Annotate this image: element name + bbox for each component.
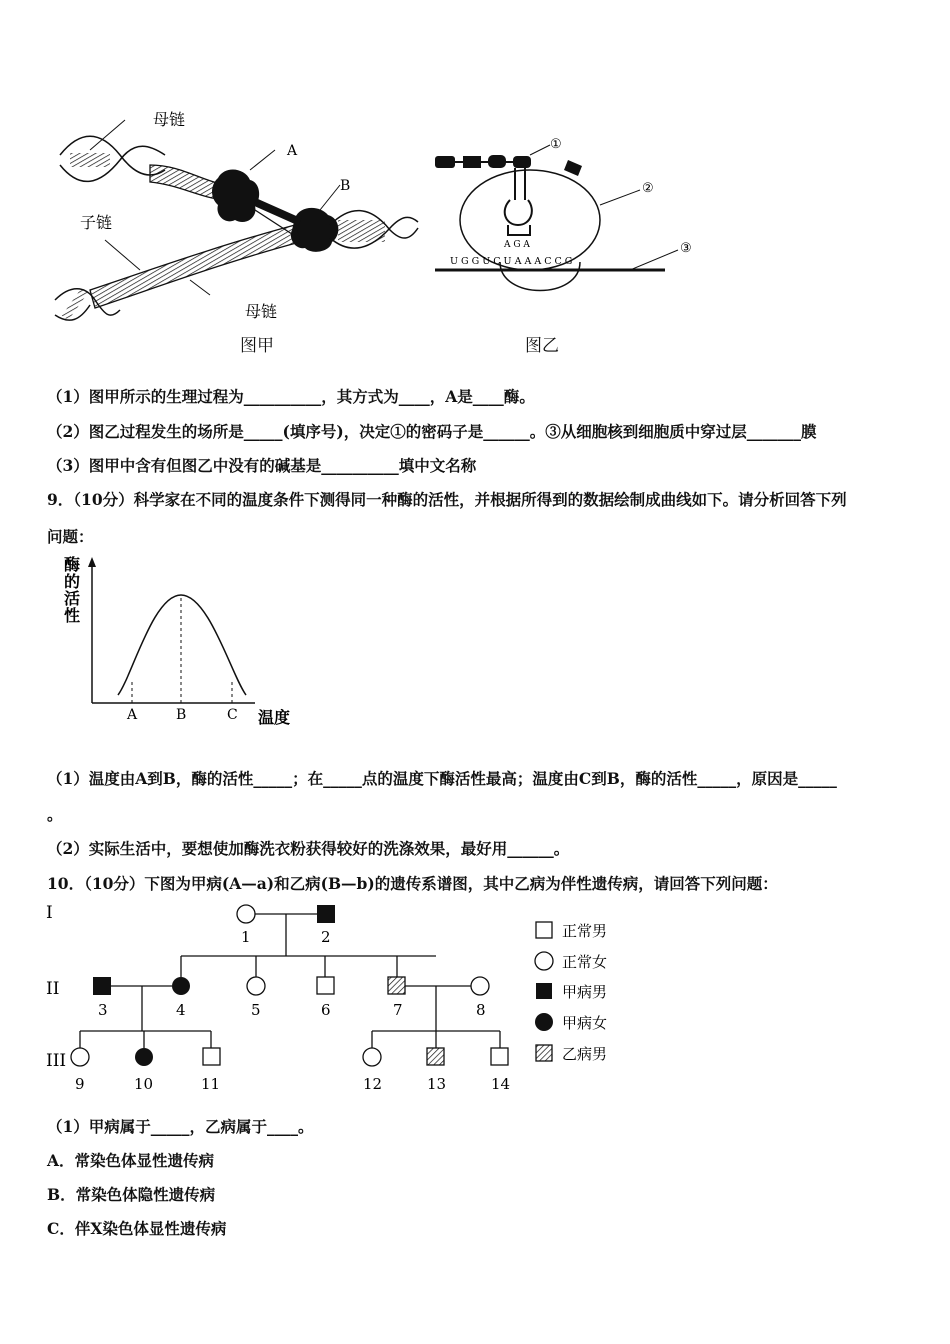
id-9: 9 [75, 1075, 85, 1093]
generation-iii: III [46, 1051, 67, 1071]
id-13: 13 [427, 1075, 447, 1093]
x-tick-a: A [127, 707, 138, 723]
legend-normal-female: 正常女 [562, 953, 608, 971]
x-axis-label: 温度 [258, 708, 291, 727]
enzyme-activity-chart [60, 555, 310, 730]
id-5: 5 [251, 1001, 261, 1019]
label-1: ① [550, 137, 562, 152]
id-3: 3 [98, 1001, 108, 1019]
y-axis-label: 酶的活性 [64, 555, 81, 625]
id-10: 10 [134, 1075, 154, 1093]
figure-yi [430, 130, 700, 310]
individual-9 [71, 1048, 89, 1066]
label-3: ③ [680, 241, 692, 256]
legend-normal-male: 正常男 [562, 922, 608, 940]
q10-stem-text: 10．（10分）下图为甲病(A—a)和乙病(B—b)的遗传系谱图，其中乙病为伴性遗传病，请回答下列问题： [47, 874, 778, 893]
id-1: 1 [241, 928, 251, 946]
activity-curve [118, 595, 246, 695]
legend-normal-male-symbol [536, 922, 552, 938]
id-8: 8 [476, 1001, 486, 1019]
legend-yi-male: 乙病男 [562, 1045, 608, 1063]
q9-part2: （2）实际生活中，要想使加酶洗衣粉获得较好的洗涤效果，最好用______。 [47, 839, 570, 858]
id-4: 4 [176, 1001, 186, 1019]
x-tick-b: B [176, 707, 187, 723]
label-mother-strand-bottom: 母链 [245, 302, 278, 321]
q9-part1-line1: （1）温度由A到B，酶的活性_____；在_____点的温度下酶活性最高；温度由C到B，酶的活性_____，原因是_____ [47, 769, 837, 788]
q9-stem-line2: 问题： [47, 527, 94, 546]
individual-11 [203, 1048, 220, 1065]
q10-stem [47, 872, 778, 894]
legend-jia-female-symbol [535, 1013, 553, 1031]
q8-part1: （1）图甲所示的生理过程为__________，其方式为____，A是____酶。 [47, 387, 535, 406]
id-7: 7 [393, 1001, 403, 1019]
y-axis-arrow [88, 557, 96, 567]
caption-fig-yi: 图乙 [525, 336, 559, 356]
id-14: 14 [491, 1075, 511, 1093]
pedigree-chart [40, 898, 630, 1098]
q9-stem-line1 [47, 488, 847, 510]
individual-13 [427, 1048, 444, 1065]
individual-6 [317, 977, 334, 994]
id-11: 11 [201, 1075, 221, 1093]
individual-8 [471, 977, 489, 995]
generation-ii: II [46, 979, 60, 999]
figure-jia [50, 110, 430, 360]
legend-yi-male-symbol [536, 1045, 552, 1061]
q9-part1-line2: 。 [47, 805, 63, 824]
q10-option-c: C．伴X染色体显性遗传病 [47, 1219, 227, 1238]
label-2: ② [642, 181, 654, 196]
caption-fig-jia: 图甲 [240, 336, 274, 356]
label-enzyme-a: A [287, 143, 298, 159]
id-6: 6 [321, 1001, 331, 1019]
generation-i: I [46, 903, 53, 923]
q9-stem-text: 9．（10分）科学家在不同的温度条件下测得同一种酶的活性，并根据所得到的数据绘制成曲线如下。请分析回答下列 [47, 490, 847, 509]
id-2: 2 [321, 928, 331, 946]
individual-2 [317, 905, 335, 923]
label-child-strand: 子链 [80, 213, 113, 232]
legend-jia-female: 甲病女 [562, 1014, 608, 1032]
mrna-sequence: U G G U C U A A A C C G [450, 256, 573, 267]
legend-jia-male: 甲病男 [562, 983, 608, 1001]
q8-part2: （2）图乙过程发生的场所是_____(填序号)，决定①的密码子是______。③从细胞核到细胞质中穿过层_______膜 [47, 422, 817, 441]
legend-jia-male-symbol [536, 983, 552, 999]
q10-option-b: B．常染色体隐性遗传病 [47, 1185, 216, 1204]
q10-part1: （1）甲病属于_____，乙病属于____。 [47, 1117, 314, 1136]
legend-normal-female-symbol [535, 952, 553, 970]
individual-1 [237, 905, 255, 923]
individual-4 [172, 977, 190, 995]
individual-14 [491, 1048, 508, 1065]
q8-part3: （3）图甲中含有但图乙中没有的碱基是__________填中文名称 [47, 456, 477, 475]
label-enzyme-b: B [340, 178, 351, 194]
individual-3 [93, 977, 111, 995]
anticodon: A G A [504, 240, 530, 250]
individual-10 [135, 1048, 153, 1066]
individual-12 [363, 1048, 381, 1066]
individual-7 [388, 977, 405, 994]
id-12: 12 [363, 1075, 383, 1093]
q10-option-a: A．常染色体显性遗传病 [47, 1151, 215, 1170]
label-mother-strand-top: 母链 [153, 110, 186, 129]
individual-5 [247, 977, 265, 995]
x-tick-c: C [227, 707, 238, 723]
